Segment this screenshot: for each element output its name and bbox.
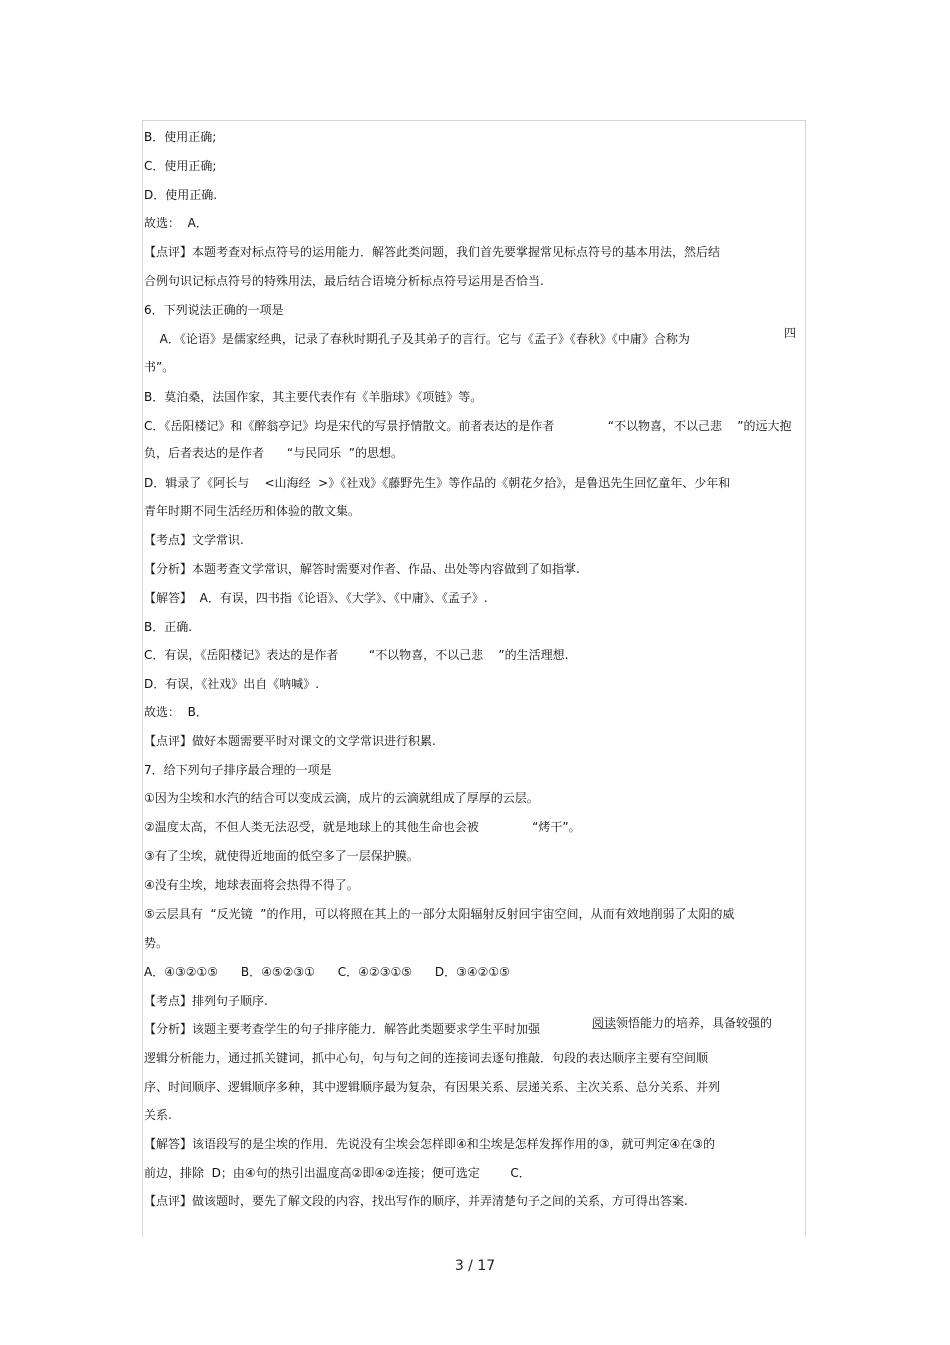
text-line: 势。 xyxy=(144,936,169,950)
text-line: 逻辑分析能力，通过抓关键词，抓中心句，句与句之间的连接词去逐句推敲．句段的表达顺序主要有空间顺 xyxy=(144,1051,709,1065)
text-line: 【解答】 A．有误，四书指《论语》、《大学》、《中庸》、《孟子》. xyxy=(144,591,488,605)
text-line: C．使用正确; xyxy=(144,159,217,173)
text-line: 【点评】本题考查对标点符号的运用能力．解答此类问题，我们首先要掌握常见标点符号的基本用法，然后结 xyxy=(144,245,721,259)
text-line: 【点评】做该题时，要先了解文段的内容，找出写作的顺序，并弄清楚句子之间的关系，方可得出答案. xyxy=(144,1194,688,1208)
text-line: 负，后者表达的是作者 “与民同乐 ”的思想。 xyxy=(144,446,403,460)
text-line: ②温度太高，不但人类无法忍受，就是地球上的其他生命也会被 “烤干”。 xyxy=(144,820,581,834)
text-fragment-rest: 领悟能力的培养，具备较强的 xyxy=(616,1016,773,1030)
underlined-word: 阅读 xyxy=(592,1016,617,1030)
text-line: 书”。 xyxy=(144,360,175,374)
text-line: B．莫泊桑，法国作家，其主要代表作有《羊脂球》《项链》等。 xyxy=(144,390,483,404)
page-number: 3 / 17 xyxy=(454,1258,496,1274)
text-line: 【解答】该语段写的是尘埃的作用．先说没有尘埃会怎样即④和尘埃是怎样发挥作用的③，就可判定④在③的 xyxy=(144,1137,716,1151)
text-line: 【分析】本题考查文学常识，解答时需要对作者、作品、出处等内容做到了如指掌. xyxy=(144,562,580,576)
text-line: ⑤云层具有 “反光镜 ”的作用，可以将照在其上的一部分太阳辐射反射回宇宙空间，从而有效地削弱了太阳的威 xyxy=(144,907,735,921)
text-line: 【考点】排列句子顺序. xyxy=(144,994,268,1008)
text-line: 6．下列说法正确的一项是 xyxy=(144,303,284,317)
text-line: 合例句识记标点符号的特殊用法，最后结合语境分析标点符号运用是否恰当. xyxy=(144,274,544,288)
text-line: 前边，排除 D；由④句的热引出温度高②即④②连接；便可选定 C． xyxy=(144,1166,531,1180)
text-line: 7．给下列句子排序最合理的一项是 xyxy=(144,763,332,777)
text-line: D．使用正确. xyxy=(144,188,218,202)
text-fragment-reading xyxy=(592,1015,772,1031)
text-line: A．④③②①⑤ B．④⑤②③① C．④②③①⑤ D．③④②①⑤ xyxy=(144,965,510,979)
text-line: D．有误，《社戏》出自《呐喊》. xyxy=(144,677,320,691)
text-line: B．使用正确; xyxy=(144,130,217,144)
text-line: B．正确. xyxy=(144,620,193,634)
text-line: 【考点】文学常识. xyxy=(144,533,244,547)
text-line: D．辑录了《阿长与 <山海经 >》《社戏》《藤野先生》等作品的《朝花夕拾》，是鲁迅先生回忆童年、少年和 xyxy=(144,476,731,490)
text-line: 序、时间顺序、逻辑顺序多种，其中逻辑顺序最为复杂，有因果关系、层递关系、主次关系、总分关系、并列 xyxy=(144,1080,721,1094)
text-line: C．《岳阳楼记》和《醉翁亭记》均是宋代的写景抒情散文。前者表达的是作者 “不以物喜，不以己悲 ”的远大抱 xyxy=(144,419,792,433)
text-fragment-si: 四 xyxy=(784,326,797,340)
text-line: 【点评】做好本题需要平时对课文的文学常识进行积累. xyxy=(144,734,436,748)
text-line: 故选： B． xyxy=(144,705,208,719)
text-line: ③有了尘埃，就使得近地面的低空多了一层保护膜。 xyxy=(144,849,419,863)
text-line: 【分析】该题主要考查学生的句子排序能力．解答此类题要求学生平时加强 xyxy=(144,1022,594,1036)
text-line: ④没有尘埃，地球表面将会热得不得了。 xyxy=(144,878,359,892)
text-line: ①因为尘埃和水汽的结合可以变成云滴，成片的云滴就组成了厚厚的云层。 xyxy=(144,791,539,805)
text-line: A．《论语》是儒家经典，记录了春秋时期孔子及其弟子的言行。它与《孟子》《春秋》《中庸》合称为 xyxy=(152,332,690,346)
text-line: 关系. xyxy=(144,1108,172,1122)
text-line: 青年时期不同生活经历和体验的散文集。 xyxy=(144,504,361,518)
text-line: 故选： A． xyxy=(144,216,208,230)
text-line: C．有误，《岳阳楼记》表达的是作者 “不以物喜，不以己悲 ”的生活理想. xyxy=(144,648,569,662)
